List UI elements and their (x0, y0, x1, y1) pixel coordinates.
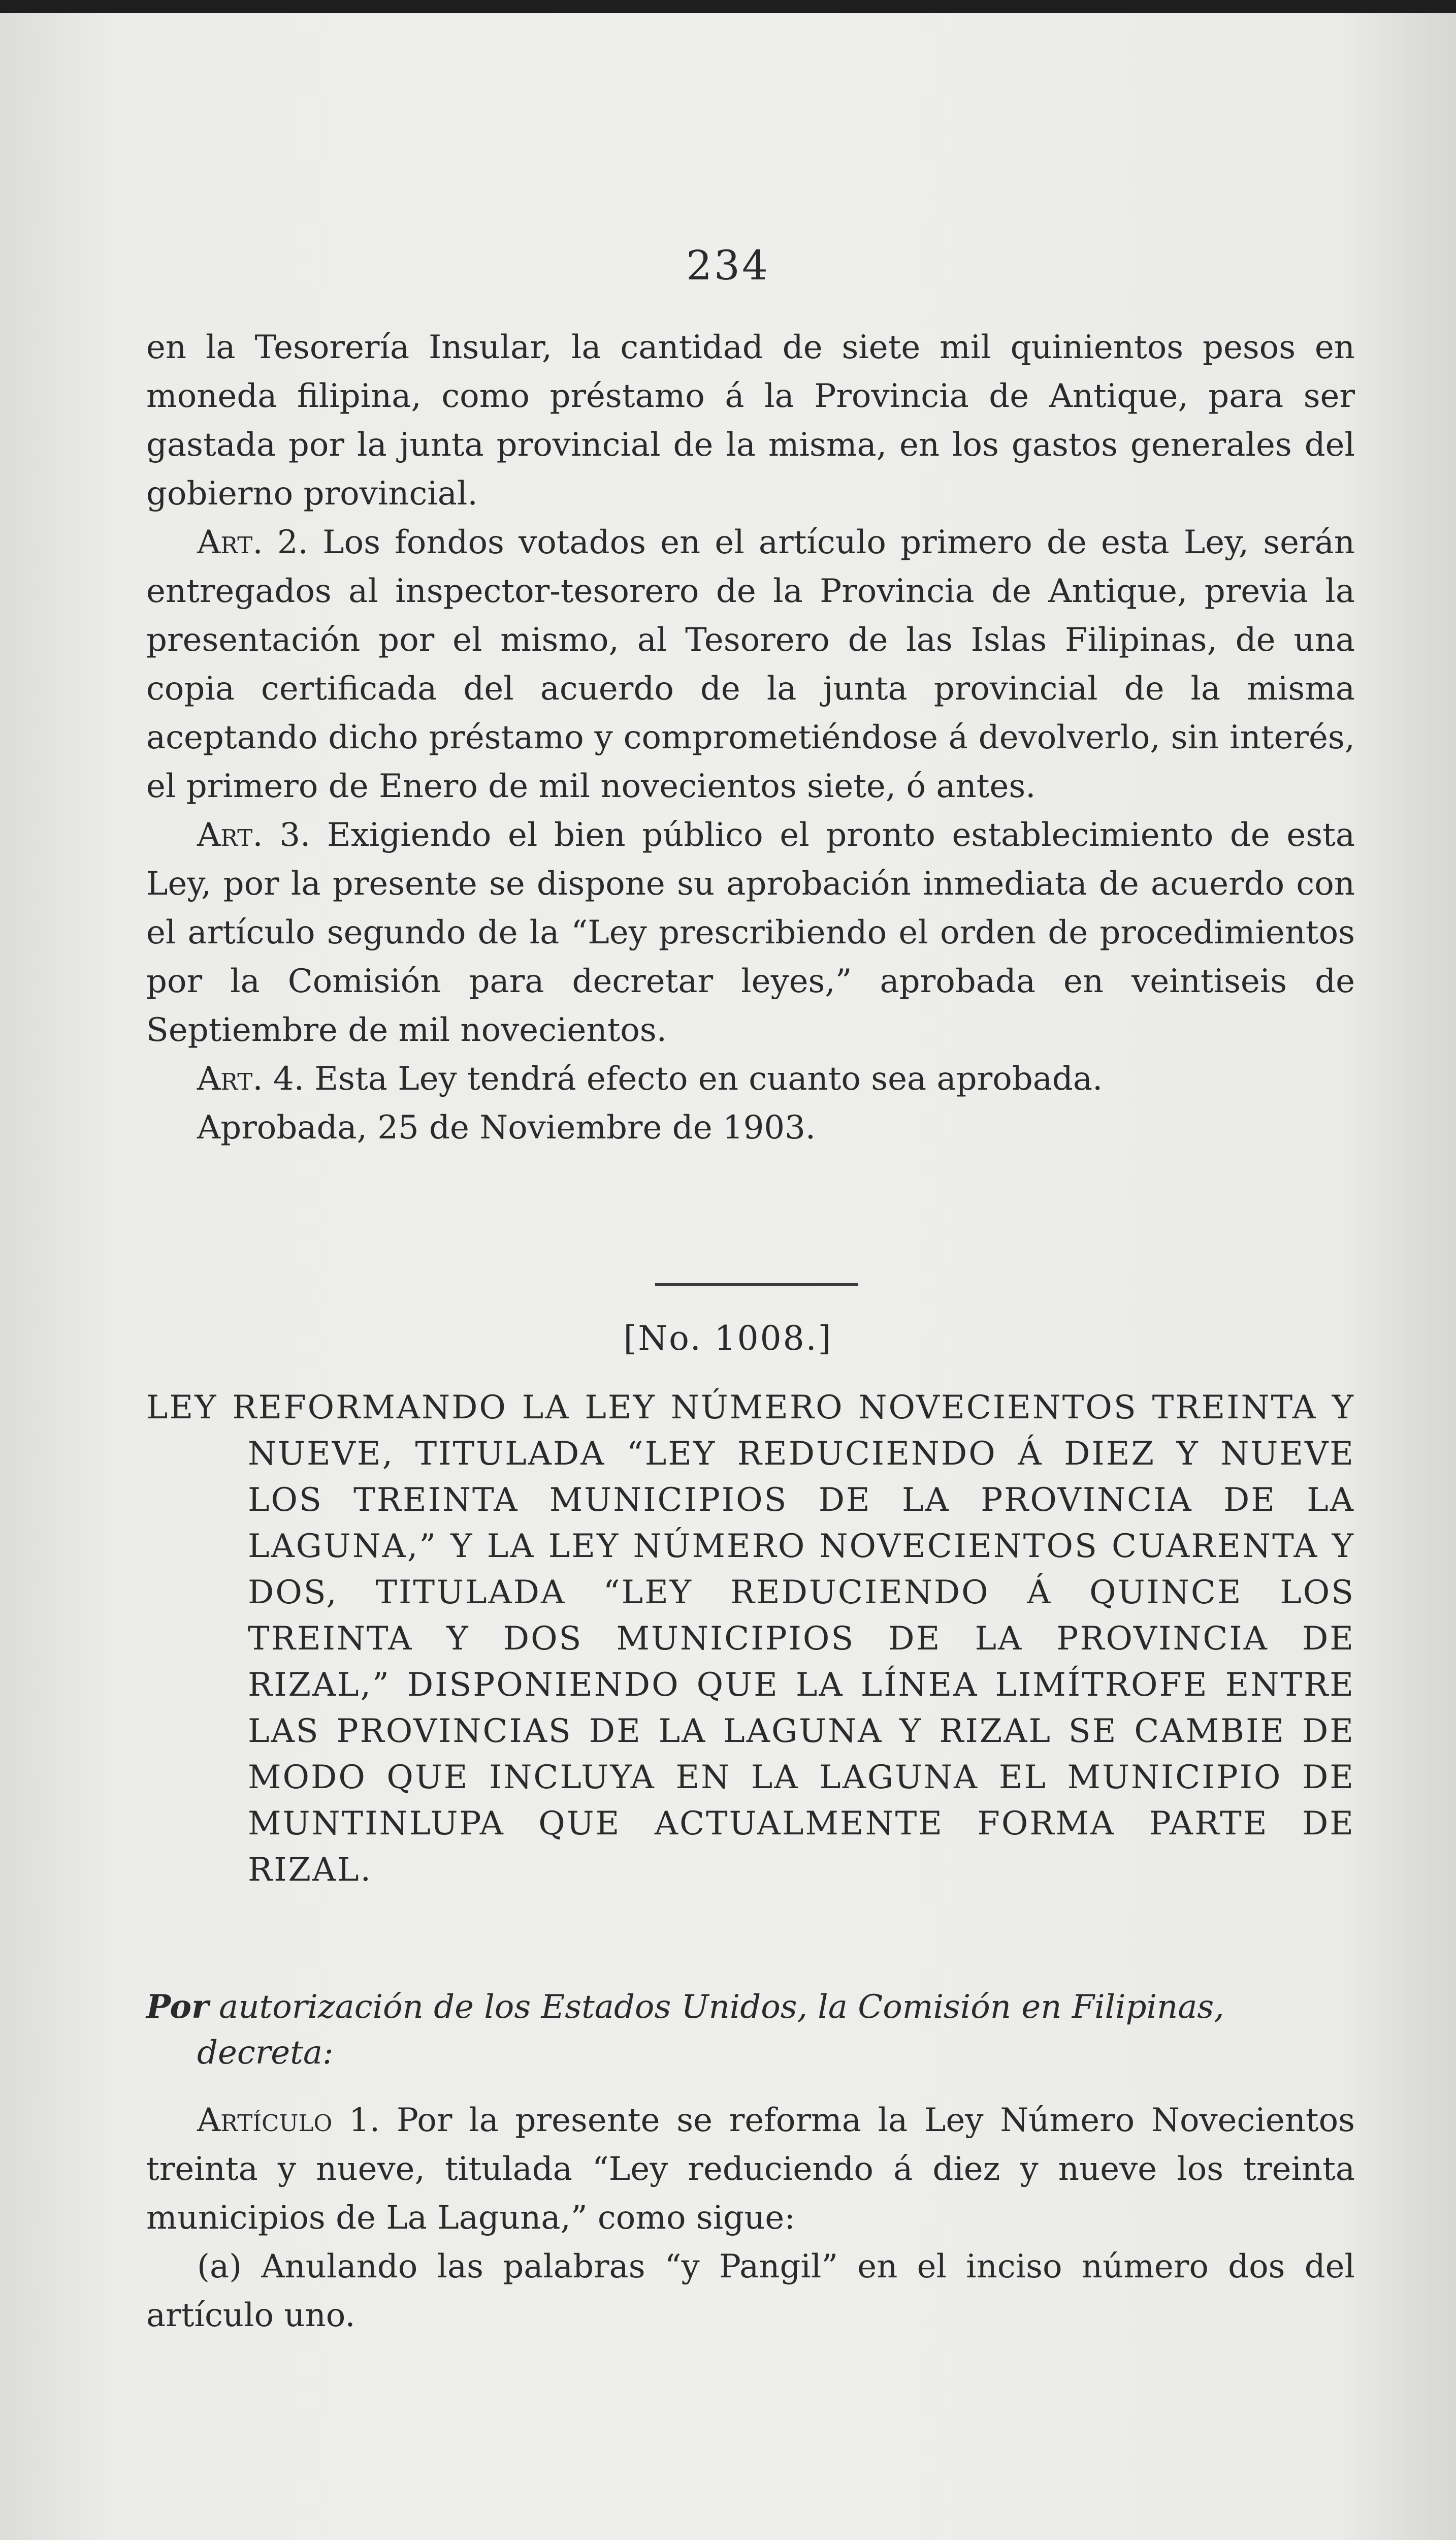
scan-top-edge (0, 0, 1456, 13)
article-1 (146, 2096, 1355, 2242)
item-a-text: Anulando las palabras “y Pangil” en el inciso número dos del artículo uno. (146, 2248, 1355, 2334)
paragraph-continuation: en la Tesorería Insular, la cantidad de siete mil quinientos pesos en moneda filipina, como préstamo á la Provincia de Antique, para ser gastada por la junta provincial de la misma, en los gastos generales del gobierno provincial. (146, 329, 1355, 513)
article-4 (146, 1055, 1355, 1103)
article-2 (146, 518, 1355, 811)
article-3 (146, 811, 1355, 1055)
law-title: LEY REFORMANDO LA LEY NÚMERO NOVECIENTOS TREINTA Y NUEVE, TITULADA “LEY REDUCIENDO Á DIEZ Y NUEVE LOS TREINTA MUNICIPIOS DE LA PROVINCIA DE LA LAGUNA,” Y LA LEY NÚMERO NOVECIENTOS CUARENTA Y DOS, TITULADA “LEY REDUCIENDO Á QUINCE LOS TREINTA Y DOS MUNICIPIOS DE LA PROVINCIA DE RIZAL,” DISPONIENDO QUE LA LÍNEA LIMÍTROFE ENTRE LAS PROVINCIAS DE LA LAGUNA Y RIZAL SE CAMBIE DE MODO QUE INCLUYA EN LA LAGUNA EL MUNICIPIO DE MUNTINLUPA QUE ACTUALMENTE FORMA PARTE DE RIZAL. (146, 1389, 1355, 1889)
law-number: [No. 1008.] (623, 1319, 833, 1358)
law-text-top (146, 323, 1355, 1152)
page-number: 234 (686, 242, 770, 289)
article-1-label: Artículo 1. (197, 2102, 380, 2139)
enacting-text: autorización de los Estados Unidos, la Comisión en Filipinas, decreta: (197, 1988, 1224, 2072)
article-3-label: Art. 3. (197, 816, 311, 854)
article-4-label: Art. 4. (197, 1060, 305, 1098)
article-1-text: Por la presente se reforma la Ley Número Novecientos treinta y nueve, titulada “Ley reduciendo á diez y nueve los treinta municipios de La Laguna,” como sigue: (146, 2102, 1355, 2237)
book-page (0, 13, 1456, 2540)
article-2-text: Los fondos votados en el artículo primero de esta Ley, serán entregados al inspector-tesorero de la Provincia de Antique, previa la presentación por el mismo, al Tesorero de las Islas Filipinas, de una copia certificada del acuerdo de la junta provincial de la misma aceptando dicho préstamo y comprometiéndose á devolverlo, sin interés, el primero de Enero de mil novecientos siete, ó antes. (146, 524, 1355, 805)
article-3-text: Exigiendo el bien público el pronto establecimiento de esta Ley, por la presente se dispone su aprobación inmediata de acuerdo con el artículo segundo de la “Ley prescribiendo el orden de procedimientos por la Comisión para decretar leyes,” aprobada en veintiseis de Septiembre de mil novecientos. (146, 816, 1355, 1049)
article-2-label: Art. 2. (197, 524, 308, 561)
item-a (146, 2242, 1355, 2340)
section-divider (655, 1283, 858, 1286)
enacting-prefix: Por (146, 1988, 209, 2026)
approval-date: Aprobada, 25 de Noviembre de 1903. (197, 1109, 816, 1147)
article-4-text: Esta Ley tendrá efecto en cuanto sea aprobada. (314, 1060, 1103, 1098)
item-a-label: (a) (197, 2248, 242, 2285)
enacting-clause (146, 1984, 1355, 2076)
law-text-bottom (146, 2096, 1355, 2340)
